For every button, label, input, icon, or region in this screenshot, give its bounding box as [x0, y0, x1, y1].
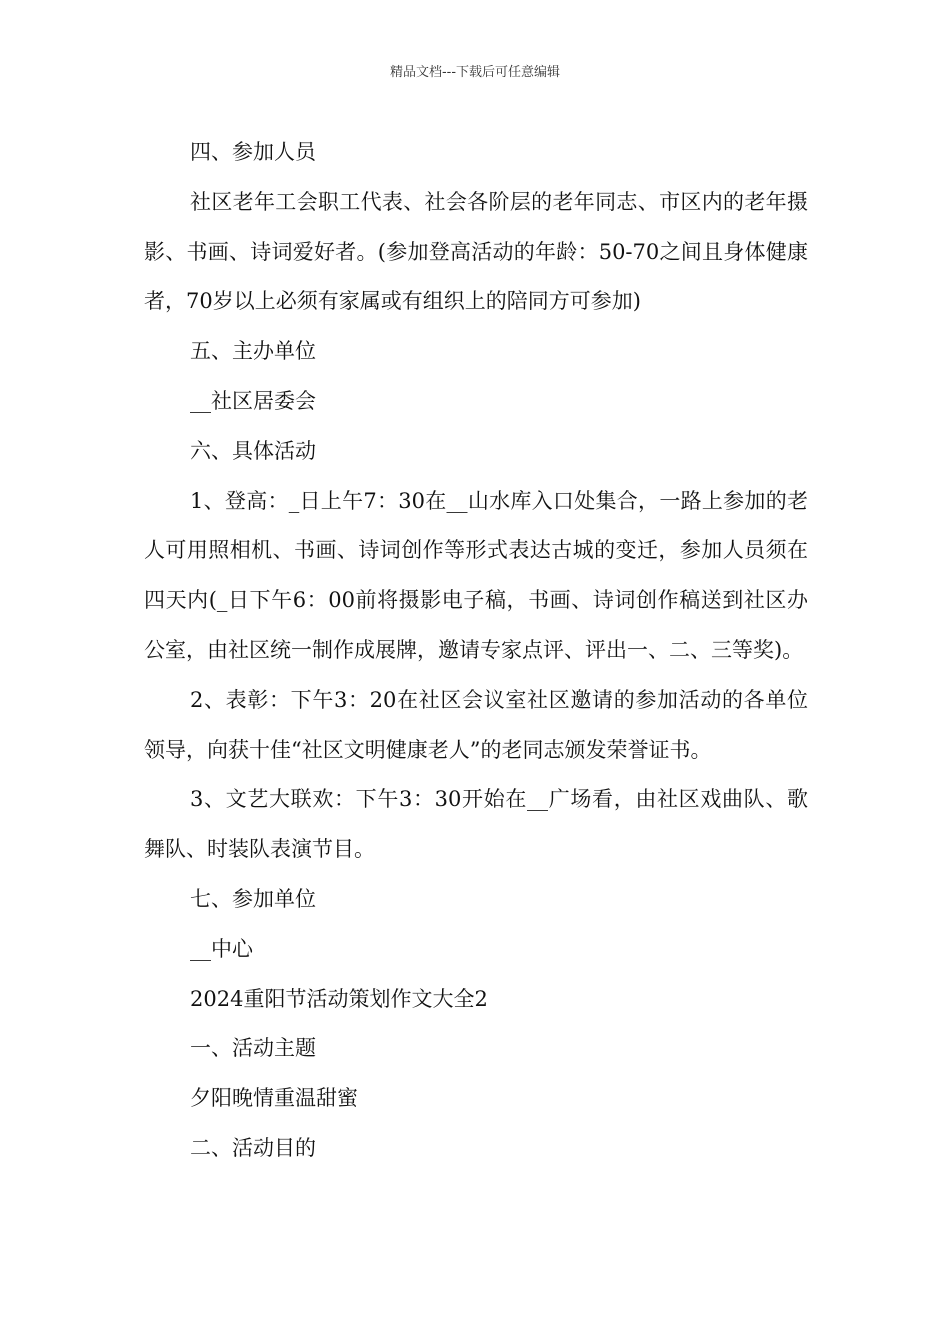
heading-activities: 六、具体活动 — [190, 438, 316, 463]
heading-purpose: 二、活动目的 — [190, 1135, 316, 1160]
heading-theme: 一、活动主题 — [190, 1036, 316, 1061]
paragraph-units: __中心 — [190, 936, 253, 961]
paragraph-organizer: __社区居委会 — [190, 388, 316, 413]
paragraph-activity-award: 2、表彰：下午3：20在社区会议室社区邀请的参加活动的各单位领导，向获十佳“社区文明健康老人”的老同志颁发荣誉证书。 — [144, 687, 808, 762]
heading-participants: 四、参加人员 — [190, 140, 316, 164]
heading-units: 七、参加单位 — [190, 886, 316, 911]
document-body — [144, 128, 808, 1174]
paragraph-activity-climbing: 1、登高：_日上午7：30在__山水库入口处集合，一路上参加的老人可用照相机、书画、诗词创作等形式表达古城的变迁，参加人员须在四天内(_日下午6：00前将摄影电子稿，书画、诗词创作稿送到社区办公室，由社区统一制作成展牌，邀请专家点评、评出一、二、三等奖)。 — [144, 488, 808, 662]
paragraph-activity-gala: 3、文艺大联欢：下午3：30开始在__广场看，由社区戏曲队、歌舞队、时装队表演节目。 — [144, 787, 808, 862]
paragraph-theme: 夕阳晚情重温甜蜜 — [190, 1086, 358, 1111]
paragraph-participants: 社区老年工会职工代表、社会各阶层的老年同志、市区内的老年摄影、书画、诗词爱好者。(参加登高活动的年龄：50-70之间且身体健康者，70岁以上必须有家属或有组织上的陪同方可参加) — [144, 189, 808, 314]
page-header: 精品文档---下载后可任意编辑 — [389, 65, 561, 80]
heading-organizer: 五、主办单位 — [190, 339, 316, 364]
section-title: 2024重阳节活动策划作文大全2 — [190, 986, 488, 1011]
